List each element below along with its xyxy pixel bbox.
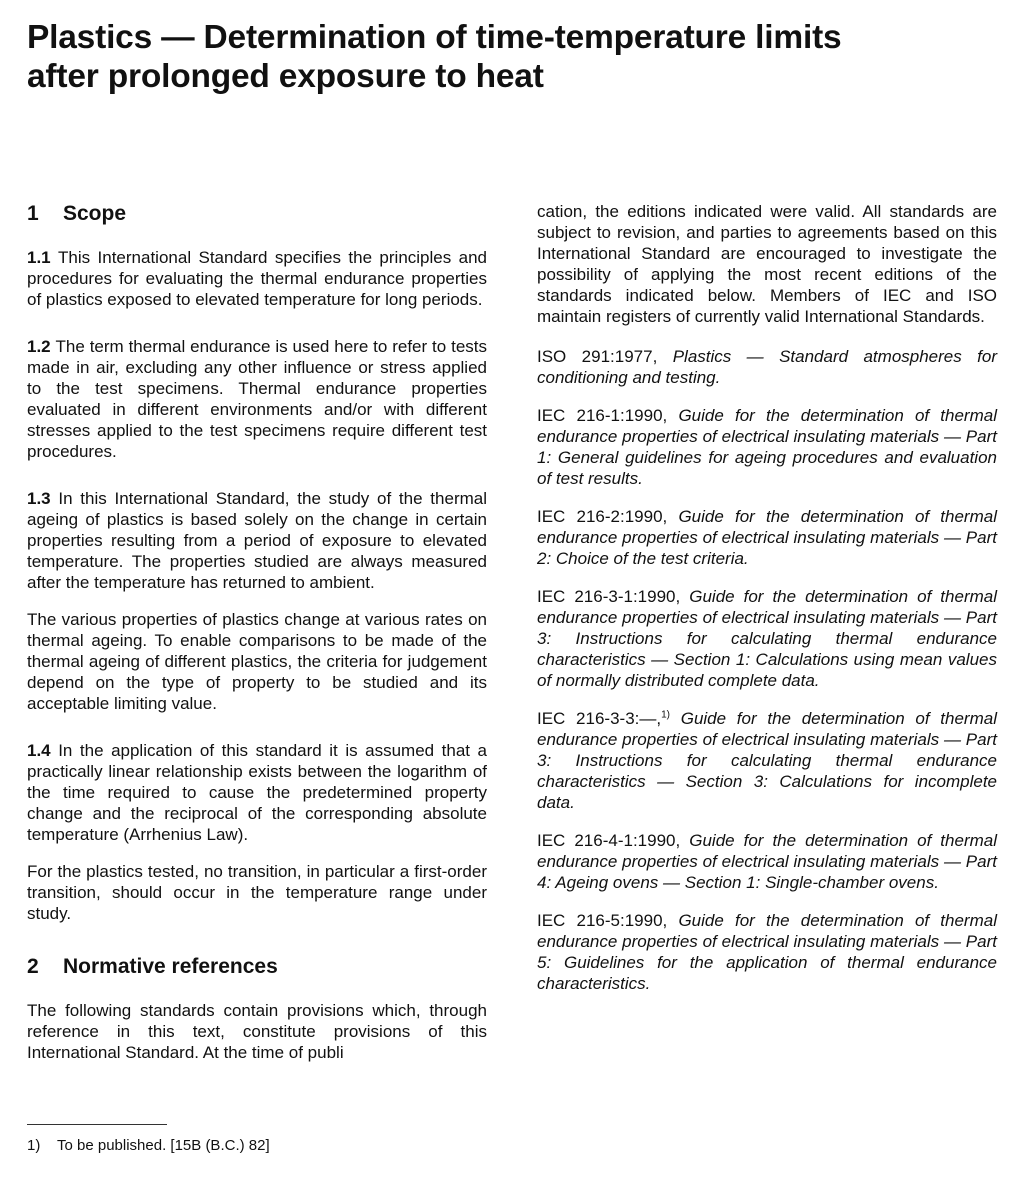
reference-title: Guide for the determination of thermal endurance properties of electrical insulating materials — Part 4: Ageing ovens — Section 1: Single-chamber ovens. [537,831,997,892]
clause-1-3-number: 1.3 [27,489,51,508]
clause-1-2-number: 1.2 [27,337,51,356]
reference-item [537,405,997,489]
clause-1-4-continued: For the plastics tested, no transition, in particular a first-order transition, should occur in the temperature range under study. [27,862,487,923]
clause-1-2 [27,336,487,462]
reference-title: Guide for the determination of thermal endurance properties of electrical insulating materials — Part 3: Instructions for calculating thermal endurance characteristics — Section 1: Calculations using mean values of normally distributed complete data. [537,587,997,690]
reference-title: Guide for the determination of thermal endurance properties of electrical insulating materials — Part 1: General guidelines for ageing procedures and evaluation of test results. [537,406,997,488]
reference-code: IEC 216-3-1:1990, [537,587,681,606]
reference-item [537,910,997,994]
reference-item [537,586,997,691]
clause-1-3 [27,488,487,593]
reference-code: IEC 216-1:1990, [537,406,668,425]
section-2-intro-continued: cation, the editions indicated were valid. All standards are subject to revision, and parties to agreements based on this International Standard are encouraged to investigate the possibility of applying the most recent editions of the standards indicated below. Members of IEC and ISO maintain registers of currently valid International Standards. [537,202,997,326]
document-title [27,18,1007,96]
reference-item [537,708,997,813]
footnote-ref-marker: 1) [661,709,670,721]
reference-title: Guide for the determination of thermal endurance properties of electrical insulating materials — Part 3: Instructions for calculating thermal endurance characteristics — Section 3: Calculations for incomplete data. [537,709,997,812]
reference-code: IEC 216-3-3:—, [537,709,662,728]
title-line-2: after prolonged exposure to heat [27,58,544,95]
reference-title: Plastics — Standard atmospheres for conditioning and testing. [537,347,997,387]
clause-1-1-number: 1.1 [27,248,51,267]
footnote [27,1137,270,1155]
section-1-heading [27,201,487,227]
clause-1-4-number: 1.4 [27,741,51,760]
title-line-1: Plastics — Determination of time-temperature limits [27,19,842,56]
section-1-number: 1 [27,202,39,225]
clause-1-1 [27,247,487,310]
clause-1-2-text: The term thermal endurance is used here to refer to tests made in air, excluding any other influence or stress applied to the test specimens. Thermal endurance properties evaluated in different environments and/or with different stresses applied to the test specimens require different test procedures. [27,337,487,461]
reference-code: IEC 216-2:1990, [537,507,668,526]
right-column [537,201,997,994]
normative-reference-list [537,346,997,994]
clause-1-4 [27,740,487,845]
reference-code: IEC 216-5:1990, [537,911,668,930]
clause-1-3-continued: The various properties of plastics change at various rates on thermal ageing. To enable comparisons to be made of the thermal ageing of different plastics, the criteria for judgement depend on the type of property to be studied and its acceptable limiting value. [27,610,487,713]
left-column [27,201,487,1063]
clause-1-4-text: In the application of this standard it is assumed that a practically linear relationship exists between the logarithm of the time required to cause the predetermined property change and the reciprocal of the corresponding absolute temperature (Arrhenius Law). [27,741,487,844]
footnote-mark: 1) [27,1137,41,1154]
reference-title: Guide for the determination of thermal endurance properties of electrical insulating materials — Part 5: Guidelines for the application of thermal endurance characteristics. [537,911,997,993]
clause-1-1-text: This International Standard specifies the principles and procedures for evaluating the thermal endurance properties of plastics exposed to elevated temperature for long periods. [27,248,487,309]
section-2-intro: The following standards contain provisions which, through reference in this text, constitute provisions of this International Standard. At the time of publi [27,1001,487,1062]
reference-item [537,346,997,388]
reference-item [537,506,997,569]
clause-1-3-text: In this International Standard, the study of the thermal ageing of plastics is based solely on the change in certain properties resulting from a period of exposure to elevated temperature. The properties studied are always measured after the temperature has returned to ambient. [27,489,487,592]
section-2-title: Normative references [63,955,278,978]
section-2-heading [27,954,487,980]
reference-code: ISO 291:1977, [537,347,658,366]
reference-title: Guide for the determination of thermal endurance properties of electrical insulating materials — Part 2: Choice of the test criteria. [537,507,997,568]
reference-code: IEC 216-4-1:1990, [537,831,681,850]
section-1-title: Scope [63,202,127,225]
footnote-divider [27,1124,167,1125]
reference-item [537,830,997,893]
footnote-text: To be published. [15B (B.C.) 82] [57,1137,270,1154]
section-2-number: 2 [27,955,39,978]
